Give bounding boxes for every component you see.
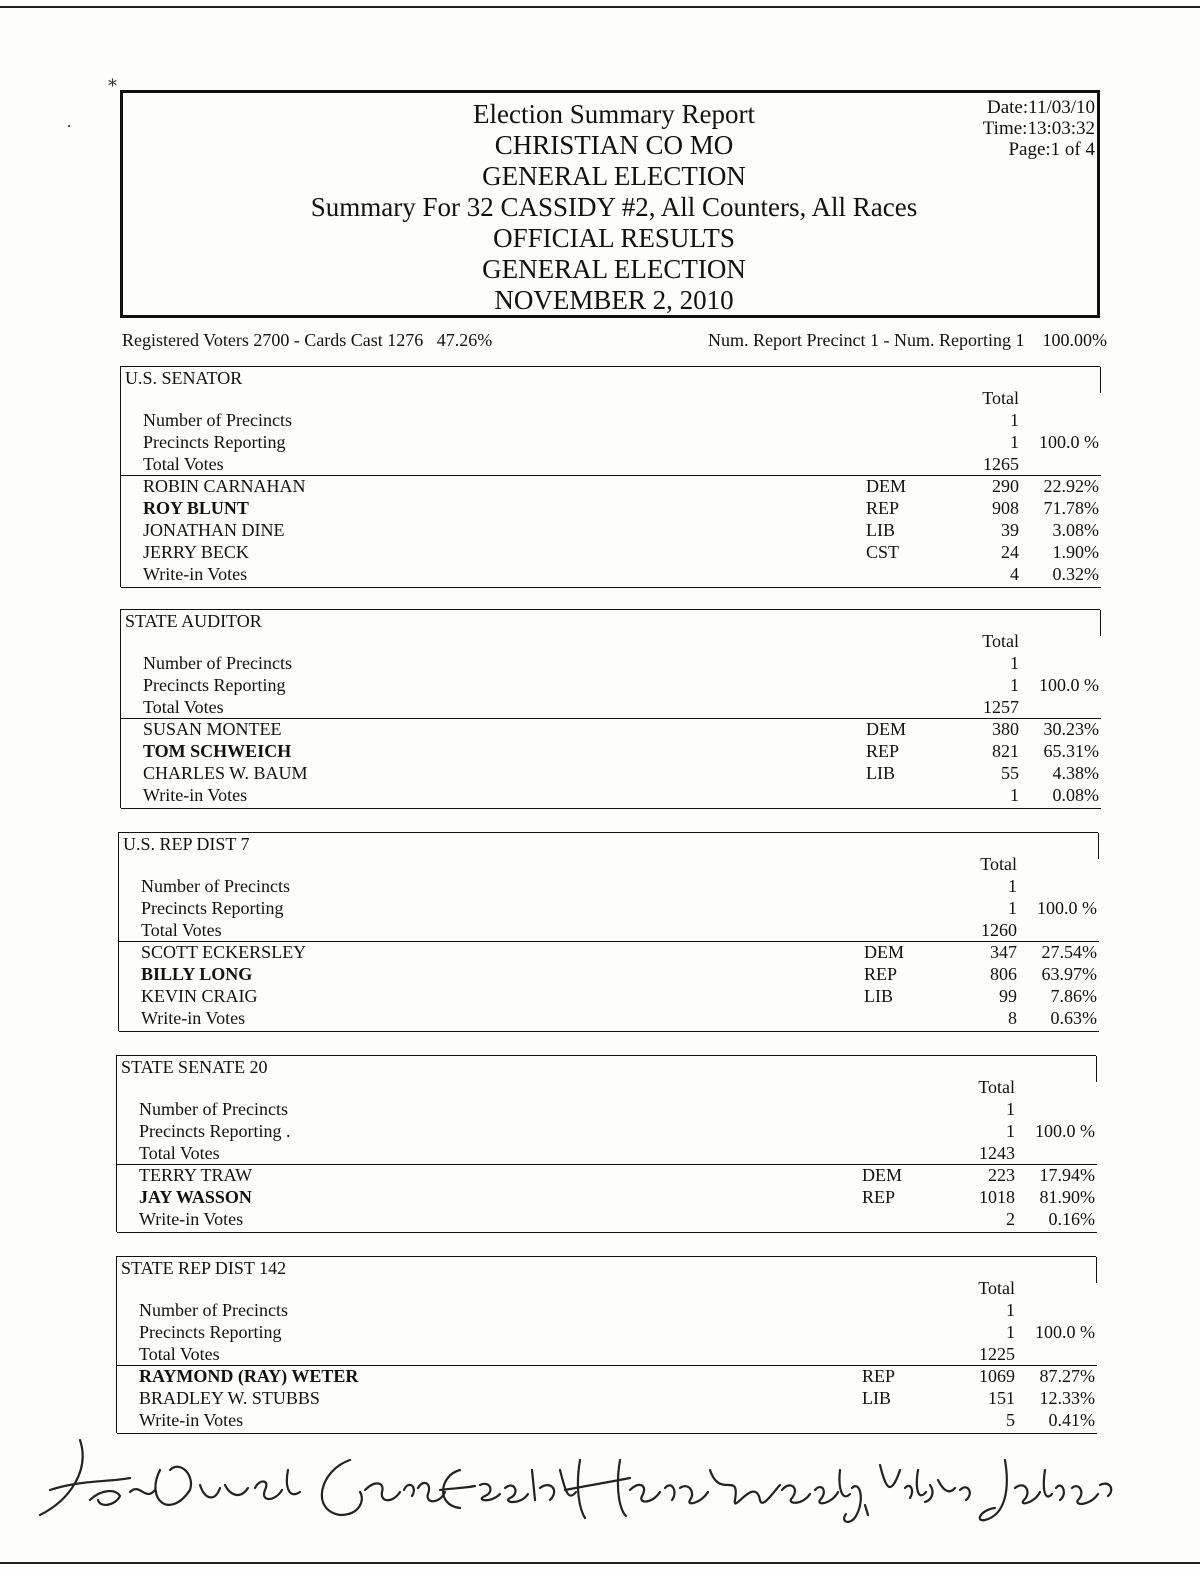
candidate-row bbox=[119, 964, 1099, 986]
stat-label: Number of Precincts bbox=[139, 1099, 288, 1119]
candidate-party: DEM bbox=[862, 1165, 902, 1185]
precinct-reporting-summary: Num. Report Precinct 1 - Num. Reporting 1 100.00% bbox=[708, 330, 1107, 350]
candidate-row bbox=[119, 986, 1099, 1008]
candidate-name: KEVIN CRAIG bbox=[141, 986, 258, 1006]
race-title: STATE SENATE 20 bbox=[121, 1057, 268, 1077]
candidate-party: REP bbox=[866, 498, 900, 518]
stat-label: Number of Precincts bbox=[143, 410, 292, 430]
stat-label: Number of Precincts bbox=[143, 653, 292, 673]
section-bottom-border bbox=[121, 587, 1101, 588]
stat-row bbox=[117, 1099, 1097, 1121]
candidate-name: Write-in Votes bbox=[141, 1008, 246, 1028]
candidate-row bbox=[117, 1410, 1097, 1432]
stat-label: Precincts Reporting bbox=[139, 1322, 282, 1342]
candidate-name: SUSAN MONTEE bbox=[143, 719, 282, 739]
summary-scope: Summary For 32 CASSIDY #2, All Counters, All Races bbox=[310, 192, 918, 222]
stat-row bbox=[119, 898, 1099, 920]
candidate-percent: 81.90% bbox=[1039, 1187, 1095, 1207]
candidate-party: CST bbox=[866, 542, 900, 562]
candidate-percent: 7.86% bbox=[1050, 986, 1097, 1006]
bottom-border-line bbox=[0, 1562, 1200, 1564]
race-title: STATE AUDITOR bbox=[125, 611, 262, 631]
page-number: Page:1 of 4 bbox=[1008, 139, 1095, 160]
stat-row bbox=[121, 697, 1101, 719]
candidate-votes: 24 bbox=[1001, 542, 1019, 562]
candidate-percent: 63.97% bbox=[1041, 964, 1097, 984]
candidate-party: REP bbox=[862, 1187, 896, 1207]
candidate-votes: 1 bbox=[1010, 785, 1019, 805]
stat-label: Number of Precincts bbox=[139, 1300, 288, 1320]
stat-row bbox=[117, 1300, 1097, 1322]
candidate-percent: 27.54% bbox=[1041, 942, 1097, 962]
stat-label: Total Votes bbox=[139, 1143, 220, 1163]
section-bottom-border bbox=[121, 808, 1101, 809]
stat-row bbox=[117, 1344, 1097, 1366]
stat-row bbox=[117, 1143, 1097, 1165]
race-section bbox=[120, 609, 1100, 808]
section-bottom-border bbox=[117, 1232, 1097, 1233]
stat-value: 1 bbox=[1010, 432, 1019, 452]
report-meta bbox=[983, 97, 1095, 160]
stat-label: Total Votes bbox=[143, 697, 224, 717]
candidate-party: REP bbox=[866, 741, 900, 761]
candidate-row bbox=[117, 1388, 1097, 1410]
candidate-name: JONATHAN DINE bbox=[143, 520, 285, 540]
stat-label: Number of Precincts bbox=[141, 876, 290, 896]
section-bottom-border bbox=[119, 1031, 1099, 1032]
candidate-votes: 8 bbox=[1008, 1008, 1017, 1028]
candidate-votes: 55 bbox=[1001, 763, 1019, 783]
stat-value: 1257 bbox=[983, 697, 1019, 717]
candidate-name: ROY BLUNT bbox=[143, 498, 249, 518]
candidate-row bbox=[119, 942, 1099, 964]
candidate-party: LIB bbox=[866, 520, 895, 540]
candidate-votes: 347 bbox=[990, 942, 1017, 962]
election-name: GENERAL ELECTION bbox=[482, 161, 746, 191]
candidate-party: LIB bbox=[866, 763, 895, 783]
candidate-percent: 0.32% bbox=[1052, 564, 1099, 584]
candidate-name: SCOTT ECKERSLEY bbox=[141, 942, 307, 962]
total-column-header: Total bbox=[980, 854, 1017, 874]
candidate-votes: 39 bbox=[1001, 520, 1019, 540]
candidate-votes: 99 bbox=[999, 986, 1017, 1006]
stat-value: 1 bbox=[1010, 675, 1019, 695]
candidate-votes: 1018 bbox=[979, 1187, 1015, 1207]
stat-label: Total Votes bbox=[143, 454, 224, 474]
section-right-border bbox=[1100, 367, 1101, 393]
race-section bbox=[120, 366, 1100, 587]
candidate-percent: 3.08% bbox=[1052, 520, 1099, 540]
candidate-row bbox=[121, 785, 1101, 807]
total-column-header: Total bbox=[982, 388, 1019, 408]
candidate-percent: 22.92% bbox=[1043, 476, 1099, 496]
section-right-border bbox=[1100, 610, 1101, 636]
candidate-name: JAY WASSON bbox=[139, 1187, 252, 1207]
race-title: STATE REP DIST 142 bbox=[121, 1258, 287, 1278]
stat-value: 1 bbox=[1006, 1322, 1015, 1342]
race-title: U.S. SENATOR bbox=[125, 368, 243, 388]
candidate-votes: 806 bbox=[990, 964, 1017, 984]
candidate-percent: 87.27% bbox=[1039, 1366, 1095, 1386]
candidate-row bbox=[121, 520, 1101, 542]
candidate-row bbox=[121, 498, 1101, 520]
stat-row bbox=[119, 920, 1099, 942]
candidate-row bbox=[117, 1165, 1097, 1187]
candidate-row bbox=[121, 476, 1101, 498]
candidate-party: DEM bbox=[864, 942, 904, 962]
county-name: CHRISTIAN CO MO bbox=[494, 130, 734, 160]
stat-row bbox=[121, 653, 1101, 675]
election-date: NOVEMBER 2, 2010 bbox=[494, 285, 734, 315]
stat-percent: 100.0 % bbox=[1035, 1121, 1095, 1141]
candidate-name: ROBIN CARNAHAN bbox=[143, 476, 306, 496]
candidate-percent: 0.63% bbox=[1050, 1008, 1097, 1028]
candidate-votes: 290 bbox=[992, 476, 1019, 496]
candidate-name: Write-in Votes bbox=[139, 1410, 244, 1430]
candidate-row bbox=[121, 741, 1101, 763]
candidate-percent: 17.94% bbox=[1039, 1165, 1095, 1185]
candidate-votes: 5 bbox=[1006, 1410, 1015, 1430]
stat-percent: 100.0 % bbox=[1037, 898, 1097, 918]
candidate-votes: 2 bbox=[1006, 1209, 1015, 1229]
candidate-name: Write-in Votes bbox=[143, 785, 248, 805]
candidate-votes: 908 bbox=[992, 498, 1019, 518]
candidate-percent: 12.33% bbox=[1039, 1388, 1095, 1408]
top-border-line bbox=[0, 6, 1200, 8]
registered-voters-summary: Registered Voters 2700 - Cards Cast 1276 47.26% bbox=[122, 330, 493, 350]
results-status: OFFICIAL RESULTS bbox=[493, 223, 735, 253]
candidate-percent: 1.90% bbox=[1052, 542, 1099, 562]
stat-value: 1 bbox=[1008, 876, 1017, 896]
candidate-party: REP bbox=[864, 964, 898, 984]
section-right-border bbox=[1098, 833, 1099, 859]
candidate-percent: 65.31% bbox=[1043, 741, 1099, 761]
race-section bbox=[118, 832, 1098, 1031]
candidate-name: JERRY BECK bbox=[143, 542, 249, 562]
stat-row bbox=[121, 454, 1101, 476]
stat-label: Total Votes bbox=[141, 920, 222, 940]
stat-value: 1 bbox=[1010, 410, 1019, 430]
candidate-percent: 0.08% bbox=[1052, 785, 1099, 805]
election-type: GENERAL ELECTION bbox=[482, 254, 746, 284]
stat-percent: 100.0 % bbox=[1039, 675, 1099, 695]
stat-value: 1243 bbox=[979, 1143, 1015, 1163]
total-column-header: Total bbox=[978, 1278, 1015, 1298]
total-column-header: Total bbox=[978, 1077, 1015, 1097]
stat-row bbox=[121, 432, 1101, 454]
scan-artifact: ⁎ bbox=[108, 70, 117, 90]
candidate-percent: 4.38% bbox=[1052, 763, 1099, 783]
candidate-votes: 223 bbox=[988, 1165, 1015, 1185]
candidate-row bbox=[121, 763, 1101, 785]
stat-row bbox=[121, 410, 1101, 432]
stat-row bbox=[117, 1322, 1097, 1344]
race-section bbox=[116, 1055, 1096, 1232]
stat-value: 1265 bbox=[983, 454, 1019, 474]
candidate-name: TERRY TRAW bbox=[139, 1165, 253, 1185]
candidate-name: TOM SCHWEICH bbox=[143, 741, 292, 761]
candidate-party: REP bbox=[862, 1366, 896, 1386]
report-title: Election Summary Report bbox=[473, 99, 755, 129]
candidate-votes: 4 bbox=[1010, 564, 1019, 584]
candidate-percent: 0.16% bbox=[1048, 1209, 1095, 1229]
stat-percent: 100.0 % bbox=[1035, 1322, 1095, 1342]
candidate-votes: 821 bbox=[992, 741, 1019, 761]
candidate-name: BRADLEY W. STUBBS bbox=[139, 1388, 320, 1408]
stat-label: Precincts Reporting bbox=[143, 675, 286, 695]
candidate-name: BILLY LONG bbox=[141, 964, 253, 984]
report-title-block bbox=[123, 99, 1099, 316]
candidate-percent: 71.78% bbox=[1043, 498, 1099, 518]
candidate-name: CHARLES W. BAUM bbox=[143, 763, 308, 783]
turnout-summary bbox=[122, 330, 1107, 354]
candidate-votes: 1069 bbox=[979, 1366, 1015, 1386]
candidate-row bbox=[117, 1366, 1097, 1388]
candidate-row bbox=[117, 1209, 1097, 1231]
candidate-party: DEM bbox=[866, 476, 906, 496]
race-title: U.S. REP DIST 7 bbox=[123, 834, 250, 854]
report-date: Date:11/03/10 bbox=[987, 97, 1095, 118]
report-header bbox=[120, 90, 1100, 318]
candidate-name: RAYMOND (RAY) WETER bbox=[139, 1366, 359, 1386]
stat-label: Precincts Reporting bbox=[141, 898, 284, 918]
candidate-party: DEM bbox=[866, 719, 906, 739]
report-time: Time:13:03:32 bbox=[982, 118, 1095, 139]
handwritten-signatures bbox=[20, 1430, 1120, 1540]
stat-value: 1225 bbox=[979, 1344, 1015, 1364]
section-right-border bbox=[1096, 1257, 1097, 1283]
section-right-border bbox=[1096, 1056, 1097, 1082]
stat-row bbox=[121, 675, 1101, 697]
candidate-percent: 0.41% bbox=[1048, 1410, 1095, 1430]
stat-value: 1 bbox=[1006, 1121, 1015, 1141]
stat-value: 1 bbox=[1010, 653, 1019, 673]
candidate-row bbox=[119, 1008, 1099, 1030]
candidate-percent: 30.23% bbox=[1043, 719, 1099, 739]
candidate-row bbox=[121, 564, 1101, 586]
scan-artifact: · bbox=[66, 116, 72, 136]
total-column-header: Total bbox=[982, 631, 1019, 651]
stat-label: Precincts Reporting bbox=[143, 432, 286, 452]
candidate-party: LIB bbox=[862, 1388, 891, 1408]
stat-label: Precincts Reporting . bbox=[139, 1121, 291, 1141]
candidate-name: Write-in Votes bbox=[143, 564, 248, 584]
candidate-row bbox=[117, 1187, 1097, 1209]
candidate-votes: 380 bbox=[992, 719, 1019, 739]
stat-row bbox=[117, 1121, 1097, 1143]
candidate-party: LIB bbox=[864, 986, 893, 1006]
stat-value: 1 bbox=[1006, 1099, 1015, 1119]
candidate-votes: 151 bbox=[988, 1388, 1015, 1408]
stat-value: 1260 bbox=[981, 920, 1017, 940]
candidate-row bbox=[121, 719, 1101, 741]
stat-value: 1 bbox=[1006, 1300, 1015, 1320]
candidate-name: Write-in Votes bbox=[139, 1209, 244, 1229]
race-section bbox=[116, 1256, 1096, 1433]
stat-value: 1 bbox=[1008, 898, 1017, 918]
candidate-row bbox=[121, 542, 1101, 564]
stat-row bbox=[119, 876, 1099, 898]
stat-label: Total Votes bbox=[139, 1344, 220, 1364]
stat-percent: 100.0 % bbox=[1039, 432, 1099, 452]
